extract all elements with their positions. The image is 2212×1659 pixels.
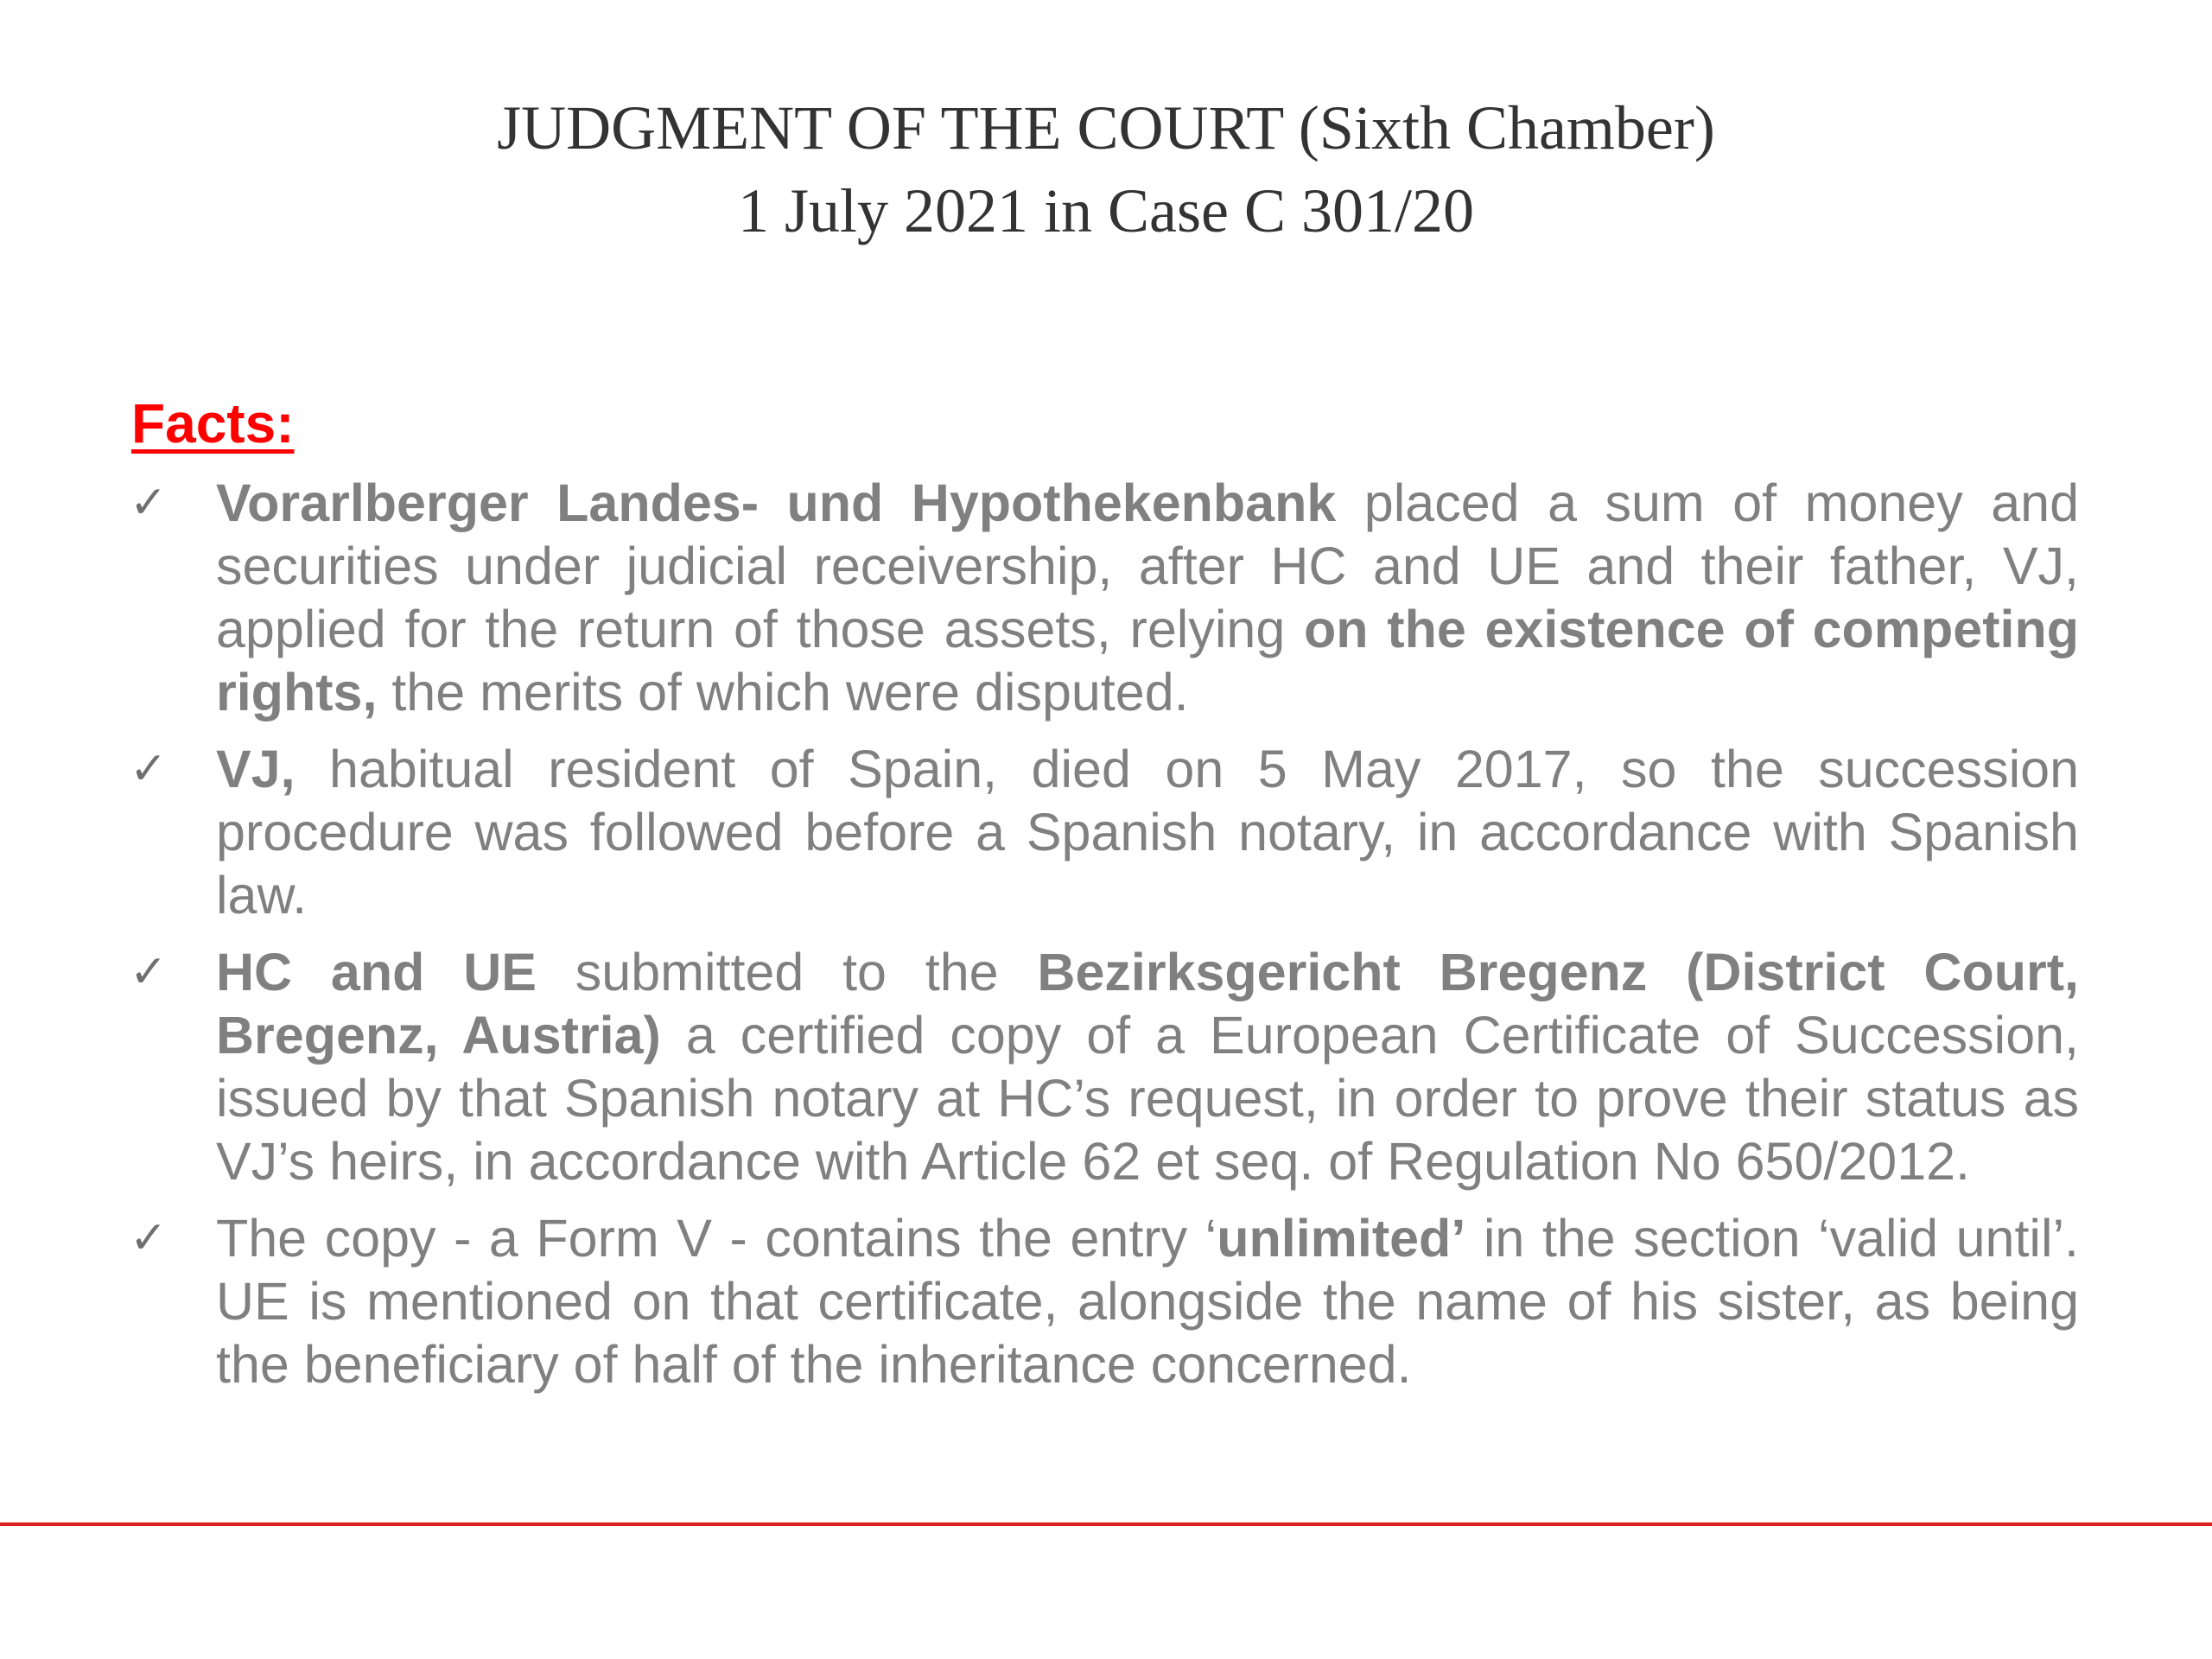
checkmark-icon: ✓ [130, 743, 168, 795]
fact-text: a certified copy of a European Certificate of Succession, issued by that Spanish notary at HC’s request, in order to prove their status as VJ’s heirs, in accordance with Article 62 et seq. of Regulation No 650/2012. [216, 1006, 2079, 1191]
fact-text: in the section ‘valid until’. UE is mentioned on that certificate, alongside the name of his sister, as being the beneficiary of half of the inheritance concerned. [216, 1209, 2080, 1394]
fact-text: submitted to the [536, 943, 1038, 1001]
checkmark-icon: ✓ [130, 1212, 168, 1264]
party-name: VJ, [216, 740, 296, 798]
slide-title [0, 86, 2212, 252]
list-item [130, 738, 2079, 927]
title-line-2: 1 July 2021 in Case C 301/20 [737, 176, 1474, 245]
facts-list [130, 472, 2079, 1410]
fact-emphasis: unlimited’ [1217, 1209, 1466, 1268]
checkmark-icon: ✓ [130, 946, 168, 998]
title-line-1: JUDGMENT OF THE COURT (Sixth Chamber) [497, 93, 1715, 162]
party-name: HC and UE [216, 943, 537, 1001]
court-name: Bezirksgericht Bregenz (District Court, Bregenz, Austria) [216, 943, 2079, 1065]
fact-emphasis: on the existence of competing rights, [216, 600, 2080, 721]
checkmark-icon: ✓ [130, 477, 168, 529]
bank-name: Vorarlberger Landes- und Hypothekenbank [216, 474, 1337, 532]
facts-heading: Facts: [131, 392, 295, 454]
list-item [130, 941, 2079, 1193]
fact-text: habitual resident of Spain, died on 5 May 2017, so the succession procedure was followed before a Spanish notary, in accordance with Spanish law. [216, 740, 2079, 925]
fact-text: the merits of which were disputed. [377, 663, 1189, 721]
bottom-divider [0, 1522, 2212, 1526]
fact-text: placed a sum of money and securities under judicial receivership, after HC and UE and their father, VJ, applied for the return of those assets, relying [216, 474, 2080, 658]
list-item [130, 1207, 2079, 1396]
list-item [130, 472, 2079, 724]
fact-text: The copy - a Form V - contains the entry ‘ [216, 1209, 1217, 1268]
